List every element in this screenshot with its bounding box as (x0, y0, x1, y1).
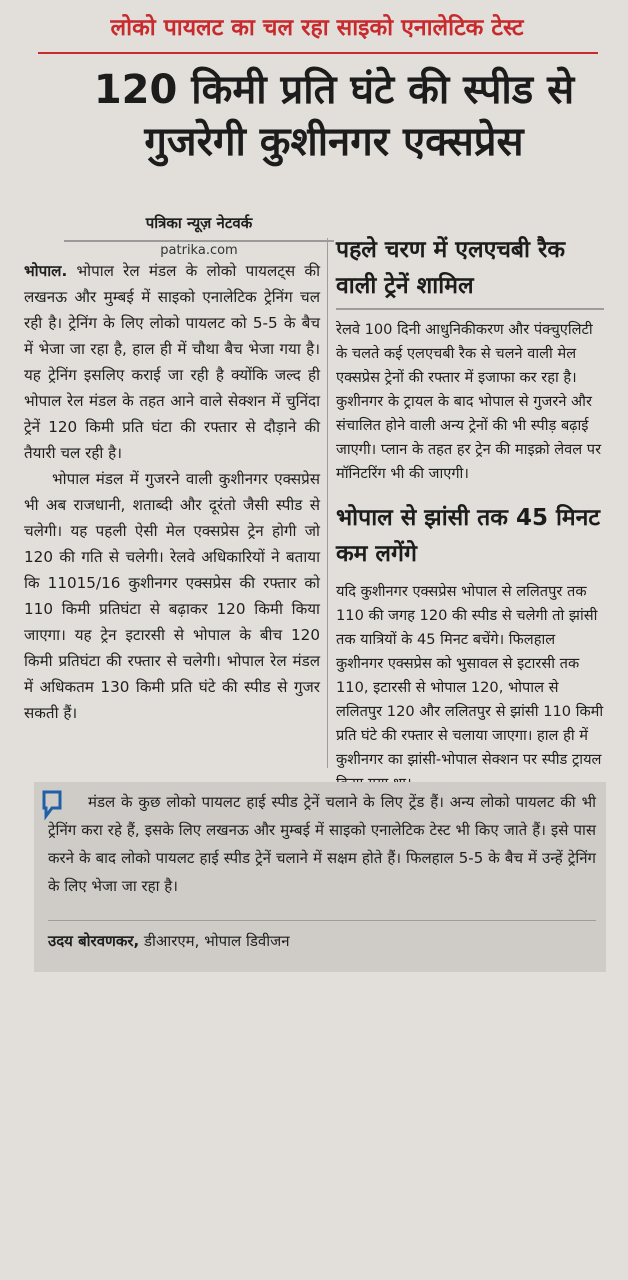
attribution-name: उदय बोरवणकर, (48, 932, 140, 950)
left-paragraph-1-text: भोपाल रेल मंडल के लोको पायलट्स की लखनऊ और मुम्बई में साइको एनालेटिक ट्रेनिंग चल रही है। ट्रेनिंग के लिए लोको पायलट को 5-5 के बैच में भेजा जा रहा है, हाल ही में चौथा बैच भेजा गया है। यह ट्रेनिंग इसलिए कराई जा रही है क्योंकि जल्द ही भोपाल रेल मंडल के तहत आने वाले सेक्शन में चुनिंदा ट्रेनें 120 किमी प्रति घंटा की रफ्तार से दौड़ाने की तैयारी चल रही है। (24, 262, 321, 462)
column-divider (327, 238, 328, 768)
attribution-title: डीआरएम, भोपाल डिवीजन (144, 932, 290, 950)
headline-line-2: गुजरेगी कुशीनगर एक्सप्रेस (144, 119, 524, 165)
subhead-bhopal-jhansi: भोपाल से झांसी तक 45 मिनट कम लगेंगे (336, 505, 601, 567)
quote-attribution (48, 928, 596, 954)
kicker-headline: लोको पायलट का चल रहा साइको एनालेटिक टेस्ट (110, 15, 524, 41)
right-paragraph-1: रेलवे 100 दिनी आधुनिकीकरण और पंक्चुएलिटी के चलते कई एलएचबी रैक से चलने वाली मेल एक्सप्रेस ट्रेनों की रफ्तार में इजाफा कर रहा है। कुशीनगर के ट्रायल के बाद भोपाल से गुजरने और संचालित होने वाली अन्य ट्रेनों की भी स्पीड़ बढ़ाई जाएगी। प्लान के तहत हर ट्रेन की माइक्रो लेवल पर मॉनिटरिंग भी की जाएगी। (336, 321, 602, 482)
subhead-lhb-rake: पहले चरण में एलएचबी रैक वाली ट्रेनें शामिल (336, 232, 604, 310)
quote-text: मंडल के कुछ लोको पायलट हाई स्पीड ट्रेनें चलाने के लिए ट्रेंड हैं। अन्य लोको पायलट की भी ट्रेनिंग करा रहे हैं, इसके लिए लखनऊ और मुम्बई में साइको एनालेटिक टेस्ट भी किए जाते हैं। इसे पास करने के बाद लोको पायलट हाई स्पीड ट्रेनें चलाने में सक्षम होते हैं। फिलहाल 5-5 के बैच में उन्हें ट्रेनिंग के लिए भेजा जा रहा है। (48, 793, 596, 895)
right-paragraph-2: यदि कुशीनगर एक्सप्रेस भोपाल से ललितपुर तक 110 की जगह 120 की स्पीड से चलेगी तो झांसी तक यात्रियों के 45 मिनट बचेंगे। फिलहाल कुशीनगर एक्सप्रेस को भुसावल से इटारसी तक 110, इटारसी से भोपाल 120, भोपाल से ललितपुर 120 और ललितपुर से झांसी 110 किमी प्रति घंटे की रफ्तार से चलाया जाएगा। हाल ही में कुशीनगर का झांसी-भोपाल सेक्शन पर स्पीड ट्रायल (336, 583, 604, 768)
left-paragraph-1 (24, 258, 320, 466)
left-paragraph-2: भोपाल मंडल में गुजरने वाली कुशीनगर एक्सप्रेस भी अब राजधानी, शताब्दी और दूरंतो जैसी स्पीड से चलेगी। यह पहली ऐसी मेल एक्सप्रेस ट्रेन होगी जो 120 की गति से चलेगी। रेलवे अधिकारियों ने बताया कि 11015/16 कुशीनगर एक्सप्रेस की रफ्तार को 110 किमी प्रतिघंटा से बढ़ाकर 120 किमी किया जाएगा। यह ट्रेन इटारसी से भोपाल के बीच 120 किमी प्रतिघंटा की रफ्तार से चलेगी। भोपाल रेल मंडल में अधिकतम 130 किमी प्रति घंटे की स्पीड से गुजर सकती हैं। (24, 470, 320, 722)
byline-site: patrika.com (160, 243, 238, 258)
byline-source: पत्रिका न्यूज़ नेटवर्क (145, 214, 253, 232)
attribution-rule (48, 920, 596, 921)
right-column (336, 232, 604, 772)
main-headline (54, 64, 614, 168)
headline-line-1: 120 किमी प्रति घंटे की स्पीड से (93, 67, 575, 113)
quote-box (34, 782, 606, 972)
dateline: भोपाल. (24, 262, 68, 280)
byline (64, 212, 334, 260)
kicker-rule (38, 52, 598, 54)
left-column (24, 258, 320, 773)
